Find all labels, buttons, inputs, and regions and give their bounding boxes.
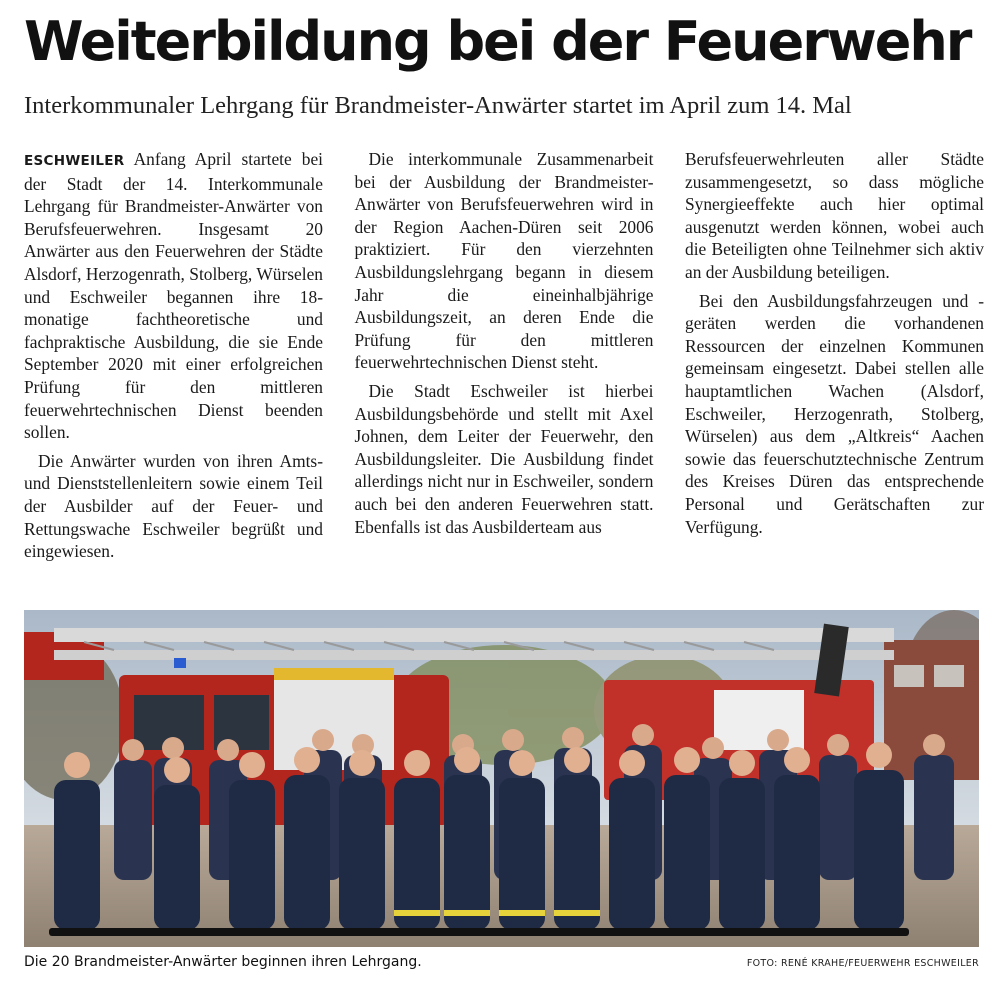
group-photo-illustration: [24, 610, 979, 947]
group-photo: [24, 610, 979, 947]
paragraph: Die Stadt Eschweiler ist hierbei Ausbildungsbehörde und stellt mit Axel Johnen, dem Leiter der Feuerwehr, den Ausbildungsleiter. Die Ausbildung findet allerdings nicht nur in Eschweiler, sondern auch bei den anderen Feuerwehren statt. Ebenfalls ist das Ausbilderteam aus: [354, 380, 654, 537]
paragraph: [24, 148, 323, 444]
article-body: [24, 148, 984, 588]
paragraph: Die Anwärter wurden von ihren Amts- und Dienststellenleitern sowie einem Teil der Ausbilder auf der Feuer- und Rettungswache Eschweiler begrüßt und eingewiesen.: [24, 450, 323, 562]
column-1: [24, 148, 323, 588]
people-front-row: [54, 770, 904, 930]
headline: Weiterbildung bei der Feuerwehr: [24, 10, 971, 73]
column-3: [685, 148, 984, 588]
paragraph: Bei den Ausbildungsfahrzeugen und -geräten werden die vorhandenen Ressourcen der einzelnen Kommunen gemeinsam eingesetzt. Dabei stellen alle hauptamtlichen Wachen (Alsdorf, Eschweiler, Herzogenrath, Stolberg, Würselen) aus dem „Altkreis“ Aachen sowie das feuerschutztechnische Zentrum des Kreises Düren das entsprechende Personal und Gerätschaften zur Verfügung.: [685, 290, 984, 537]
shoes: [49, 928, 909, 936]
photo-credit: FOTO: RENÉ KRAHE/FEUERWEHR ESCHWEILER: [746, 958, 979, 969]
subheadline: Interkommunaler Lehrgang für Brandmeister-Anwärter startet im April zum 14. Mal: [24, 92, 852, 119]
paragraph: Die interkommunale Zusammenarbeit bei der Ausbildung der Brandmeister-Anwärter von Berufsfeuerwehren wird in der Region Aachen-Düren seit 2006 praktiziert. Für den vierzehnten Ausbildungslehrgang begann in diesem Jahr die eineinhalbjährige Ausbildungszeit, an deren Ende die Prüfung für den mittleren feuerwehrtechnischen Dienst steht.: [354, 149, 654, 373]
dateline: ESCHWEILER: [24, 153, 125, 169]
photo-caption: Die 20 Brandmeister-Anwärter beginnen ihren Lehrgang.: [24, 954, 422, 970]
column-2: [355, 148, 654, 588]
paragraph: Berufsfeuerwehrleuten aller Städte zusammengesetzt, so dass mögliche Synergieeffekte auch hier optimal ausgenutzt werden können, wobei auch die Beteiligten ohne Teilnehmer sich aktiv an der Ausbildung beteiligen.: [685, 149, 984, 282]
paragraph-text: Anfang April startete bei der Stadt der 14. Interkommunale Lehrgang für Brandmeister-Anwärter von Berufsfeuerwehren. Insgesamt 20 Anwärter aus den Feuerwehren der Städte Alsdorf, Herzogenrath, Stolberg, Würselen und Eschweiler begannen ihre 18-monatige fachtheoretische und fachpraktische Ausbildung, die sie Ende September 2020 mit einer erfolgreichen Prüfung für den mittleren feuerwehrtechnischen Dienst beenden sollen.: [24, 149, 323, 443]
